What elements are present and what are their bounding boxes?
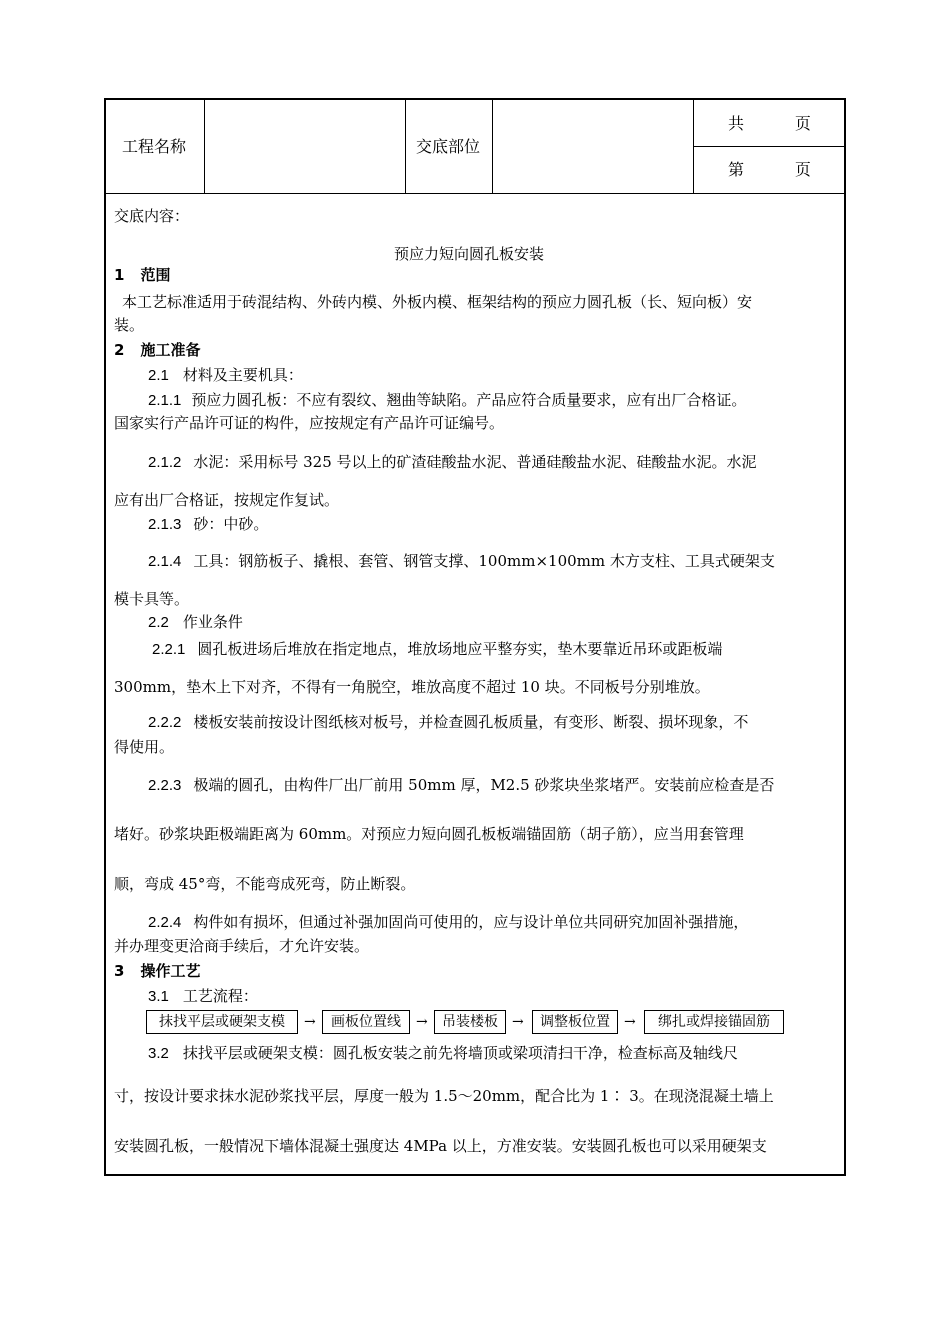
section-3-heading: 3 操作工艺	[114, 962, 201, 980]
paragraph: 寸，按设计要求抹水泥砂浆找平层，厚度一般为 1.5～20mm，配合比为 1∶ 3。在现浇混凝土墙上	[114, 1087, 774, 1105]
paragraph: 2.2.4 构件如有损坏，但通过补强加固尚可使用的，应与设计单位共同研究加固补强措施，	[148, 913, 749, 931]
paragraph: 3.2 抹找平层或硬架支模：圆孔板安装之前先将墙顶或梁项清扫干净，检查标高及轴线尺	[148, 1044, 738, 1062]
paragraph: 300mm，垫木上下对齐，不得有一角脱空，堆放高度不超过 10 块。不同板号分别堆放。	[114, 678, 710, 696]
flow-step: 调整板位置	[532, 1010, 618, 1034]
paragraph: 应有出厂合格证，按规定作复试。	[114, 491, 340, 509]
arrow-icon: →	[304, 1014, 316, 1030]
divider	[405, 100, 406, 193]
paragraph: 顺，弯成 45°弯，不能弯成死弯，防止断裂。	[114, 875, 416, 893]
paragraph: 并办理变更洽商手续后，才允许安装。	[114, 937, 370, 955]
paragraph: 2.2.1 圆孔板进场后堆放在指定地点，堆放场地应平整夯实，垫木要靠近吊环或距板端	[152, 640, 723, 658]
paragraph: 本工艺标准适用于砖混结构、外砖内模、外板内模、框架结构的预应力圆孔板（长、短向板）安	[122, 293, 753, 311]
paragraph: 安装圆孔板，一般情况下墙体混凝土强度达 4MPa 以上，方准安装。安装圆孔板也可以采用硬架支	[114, 1137, 767, 1155]
divider	[693, 146, 844, 147]
page-number: 第 页	[728, 160, 811, 179]
divider	[204, 100, 205, 193]
paragraph: 2.2.2 楼板安装前按设计图纸核对板号，并检查圆孔板质量，有变形、断裂、损坏现象，不	[148, 713, 749, 731]
paragraph: 2.1.3 砂：中砂。	[148, 515, 269, 533]
divider	[492, 100, 493, 193]
paragraph: 2.1.1 预应力圆孔板：不应有裂纹、翘曲等缺陷。产品应符合质量要求，应有出厂合格证。	[148, 391, 747, 409]
section-1-heading: 1 范围	[114, 266, 171, 284]
document-title: 预应力短向圆孔板安装	[394, 245, 545, 263]
flow-step: 画板位置线	[322, 1010, 410, 1034]
section-2-heading: 2 施工准备	[114, 341, 201, 359]
disclosure-form	[104, 98, 846, 1176]
paragraph: 国家实行产品许可证的构件，应按规定有产品许可证编号。	[114, 414, 505, 432]
paragraph: 得使用。	[114, 738, 175, 756]
arrow-icon: →	[512, 1014, 524, 1030]
position-label: 交底部位	[416, 137, 481, 156]
project-name-label: 工程名称	[122, 137, 187, 156]
total-pages: 共 页	[728, 114, 811, 133]
paragraph: 模卡具等。	[114, 590, 190, 608]
process-flow	[146, 1010, 796, 1036]
arrow-icon: →	[624, 1014, 636, 1030]
form-header	[106, 100, 844, 194]
paragraph: 2.1.4 工具：钢筋板子、撬根、套管、钢管支撑、100mm×100mm 木方支柱、工具式硬架支	[148, 552, 775, 570]
flow-step: 吊装楼板	[434, 1010, 506, 1034]
paragraph: 2.1.2 水泥：采用标号 325 号以上的矿渣硅酸盐水泥、普通硅酸盐水泥、硅酸盐水泥。水泥	[148, 453, 757, 471]
flow-step: 绑扎或焊接锚固筋	[644, 1010, 784, 1034]
subsection-heading: 2.1 材料及主要机具：	[148, 366, 303, 384]
paragraph: 堵好。砂浆块距极端距离为 60mm。对预应力短向圆孔板板端锚固筋（胡子筋），应当用套管理	[114, 825, 744, 843]
paragraph: 装。	[114, 316, 145, 334]
subsection-heading: 2.2 作业条件	[148, 613, 243, 631]
paragraph: 2.2.3 极端的圆孔，由构件厂出厂前用 50mm 厚，M2.5 砂浆块坐浆堵严。安装前应检查是否	[148, 776, 775, 794]
subsection-heading: 3.1 工艺流程：	[148, 987, 258, 1005]
content-label: 交底内容：	[114, 207, 190, 225]
flow-step: 抹找平层或硬架支模	[146, 1010, 298, 1034]
arrow-icon: →	[416, 1014, 428, 1030]
